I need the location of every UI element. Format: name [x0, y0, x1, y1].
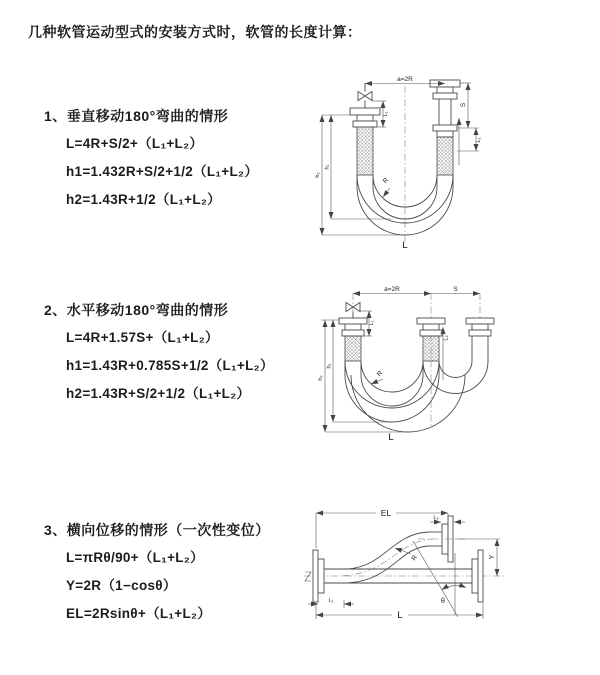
formula-line: L=4R+S/2+（L₁+L₂）	[66, 136, 204, 151]
formula-line: L=4R+1.57S+（L₁+L₂）	[66, 330, 219, 345]
radius-leader	[382, 177, 390, 197]
dimension-a2r-s	[353, 286, 480, 294]
formula-line: h1=1.43R+0.785S+1/2（L₁+L₂）	[66, 358, 274, 373]
dim-label-a2r: a=2R	[384, 286, 400, 293]
dim-label-l1: L₁	[328, 598, 334, 604]
formula-line: Y=2R（1−cosθ）	[66, 578, 177, 593]
dim-label-l2: L₂	[433, 515, 439, 521]
dim-label-l1: L₁	[383, 111, 389, 117]
dim-label-l: L	[388, 432, 394, 443]
right-pipe-fitting	[466, 318, 494, 361]
right-flange	[472, 550, 483, 602]
break-mark	[305, 572, 311, 581]
left-pipe-fitting	[350, 108, 380, 175]
dimension-s-l2	[457, 83, 482, 151]
page-title: 几种软管运动型式的安装方式时，软管的长度计算：	[28, 24, 362, 40]
dim-label-l1: L₁	[369, 320, 375, 326]
diagram-lateral-displacement	[300, 503, 562, 651]
dim-label-s: S	[453, 286, 458, 293]
section-1-formulas	[66, 130, 258, 214]
dimension-l2	[430, 515, 465, 522]
section-1-heading: 1、垂直移动180°弯曲的情形	[44, 108, 229, 124]
dim-label-h1: h₁	[324, 164, 331, 170]
dim-label-h2: h₂	[315, 172, 321, 178]
section-2-heading: 2、水平移动180°弯曲的情形	[44, 302, 229, 318]
formula-line: h2=1.43R+S/2+1/2（L₁+L₂）	[66, 386, 251, 401]
displaced-hose	[342, 516, 468, 583]
dim-label-s: S	[460, 102, 467, 108]
dim-label-h1: h₁	[326, 363, 333, 369]
radius-leader	[371, 370, 384, 384]
dim-label-l: L	[402, 240, 408, 251]
dim-label-a2r: a=2R	[397, 76, 413, 83]
formula-line: h2=1.43R+1/2（L₁+L₂）	[66, 192, 221, 207]
hose-u-bend	[345, 361, 488, 432]
dim-label-r: R	[381, 176, 391, 186]
dim-label-l: L	[397, 610, 403, 621]
middle-pipe-fitting	[417, 318, 445, 361]
diagram-horizontal-movement	[310, 280, 525, 452]
formula-line: h1=1.432R+S/2+1/2（L₁+L₂）	[66, 164, 259, 179]
valve-icon	[358, 83, 372, 108]
section-2-formulas	[66, 324, 274, 408]
dimension-el	[316, 508, 448, 548]
formula-line: EL=2Rsinθ+（L₁+L₂）	[66, 606, 212, 621]
dim-label-el: EL	[380, 508, 392, 518]
dim-label-theta: θ	[441, 598, 445, 605]
dim-label-l2: L₂	[476, 137, 482, 143]
section-3-heading: 3、横向位移的情形（一次性变位）	[44, 522, 270, 538]
dim-label-r: R	[410, 554, 419, 563]
dim-label-h2: h₂	[318, 375, 324, 381]
angle-theta	[410, 541, 466, 617]
section-3-formulas	[66, 544, 211, 628]
dimension-l	[316, 603, 483, 621]
diagram-vertical-movement	[313, 70, 528, 262]
dim-label-r: R	[375, 369, 385, 379]
dimension-h1-h2	[318, 320, 408, 432]
dimension-l2	[443, 327, 450, 380]
right-pipe-fitting	[430, 80, 460, 175]
formula-line: L=πRθ/90+（L₁+L₂）	[66, 550, 204, 565]
left-pipe-fitting	[339, 318, 367, 361]
dim-label-l2: L₂	[443, 335, 450, 341]
dim-label-y: Y	[489, 554, 496, 560]
